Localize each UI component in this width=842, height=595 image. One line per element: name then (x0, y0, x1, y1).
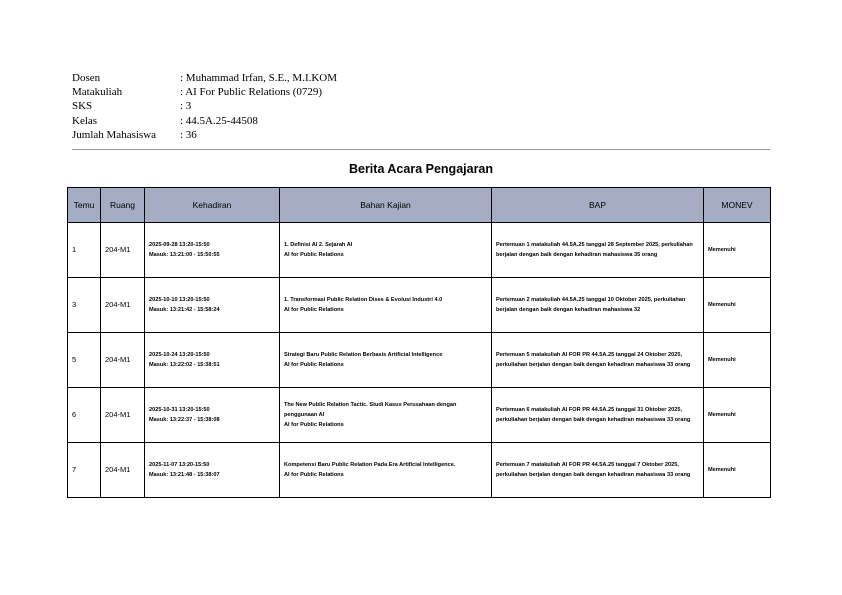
kehadiran-masuk: Masuk: 13:22:02 - 15:38:51 (149, 362, 220, 368)
divider (72, 149, 770, 150)
bahan-topic: The New Public Relation Tactic. Studi Kasus Perusahaan dengan penggunaan AI (284, 402, 457, 418)
cell-monev: Memenuhi (704, 443, 771, 498)
cell-temu: 1 (68, 223, 101, 278)
cell-ruang: 204-M1 (101, 388, 145, 443)
info-value: : Muhammad Irfan, S.E., M.I.KOM (180, 72, 338, 84)
bahan-course: AI for Public Relations (284, 472, 344, 478)
info-value: : AI For Public Relations (0729) (180, 86, 323, 99)
column-header-temu: Temu (68, 188, 101, 223)
cell-bap: Pertemuan 2 matakuliah 44.5A.25 tanggal 10 Oktober 2025, perkuliahan berjalan dengan baik dengan kehadiran mahasiswa 32 (492, 278, 704, 333)
table-header-row (68, 188, 771, 223)
cell-bahan-kajian (280, 443, 492, 498)
table-row (68, 388, 771, 443)
column-header-kehadiran: Kehadiran (145, 188, 280, 223)
cell-bap: Pertemuan 1 matakuliah 44.5A.25 tanggal 28 September 2025, perkuliahan berjalan dengan baik dengan kehadiran mahasiswa 35 orang (492, 223, 704, 278)
table-row (68, 278, 771, 333)
info-row-kelas (72, 114, 337, 128)
bahan-topic: 1. Transformasi Public Relation Dises & Evolusi Industri 4.0 (284, 297, 443, 303)
info-label: Dosen (72, 72, 101, 84)
cell-ruang: 204-M1 (101, 333, 145, 388)
info-label: Matakuliah (72, 86, 123, 99)
info-row-dosen (72, 71, 337, 85)
page-title: Berita Acara Pengajaran (348, 162, 494, 176)
cell-ruang: 204-M1 (101, 278, 145, 333)
kehadiran-masuk: Masuk: 13:21:48 - 15:38:07 (149, 472, 220, 478)
column-header-ruang: Ruang (101, 188, 145, 223)
info-value: : 44.5A.25-44508 (180, 114, 258, 127)
info-value: : 3 (180, 100, 192, 113)
cell-monev: Memenuhi (704, 333, 771, 388)
kehadiran-masuk: Masuk: 13:22:37 - 15:38:08 (149, 417, 220, 423)
cell-bahan-kajian (280, 333, 492, 388)
cell-monev: Memenuhi (704, 278, 771, 333)
kehadiran-schedule: 2025-09-28 13:20-15:50 (149, 242, 210, 248)
bahan-course: AI for Public Relations (284, 362, 344, 368)
kehadiran-schedule: 2025-10-10 13:20-15:50 (149, 297, 210, 303)
info-value: : 36 (180, 128, 197, 141)
bahan-course: AI for Public Relations (284, 307, 344, 313)
cell-temu: 3 (68, 278, 101, 333)
table-row (68, 223, 771, 278)
column-header-monev: MONEV (704, 188, 771, 223)
table-row (68, 333, 771, 388)
kehadiran-schedule: 2025-11-07 13:20-15:50 (149, 462, 210, 468)
cell-bap: Pertemuan 6 matakuliah AI FOR PR 44.5A.25 tanggal 31 Oktober 2025, perkuliahan berjalan dengan baik dengan kehadiran mahasiswa 33 orang (492, 388, 704, 443)
info-label: SKS (72, 100, 93, 113)
column-header-bap: BAP (492, 188, 704, 223)
bahan-topic: Kompetensi Baru Public Relation Pada Era Artificial Intelligence. (284, 462, 456, 468)
cell-bahan-kajian (280, 388, 492, 443)
info-label: Jumlah Mahasiswa (72, 128, 157, 141)
cell-bap: Pertemuan 5 matakuliah AI FOR PR 44.5A.25 tanggal 24 Oktober 2025, perkuliahan berjalan dengan baik dengan kehadiran mahasiswa 33 orang (492, 333, 704, 388)
cell-kehadiran (145, 443, 280, 498)
cell-kehadiran (145, 223, 280, 278)
kehadiran-schedule: 2025-10-24 13:20-15:50 (149, 352, 210, 358)
info-row-sks (72, 99, 337, 113)
kehadiran-masuk: Masuk: 13:21:00 - 15:50:55 (149, 252, 220, 258)
course-info (72, 71, 337, 142)
cell-kehadiran (145, 278, 280, 333)
kehadiran-schedule: 2025-10-31 13:20-15:50 (149, 407, 210, 413)
cell-monev: Memenuhi (704, 223, 771, 278)
cell-temu: 5 (68, 333, 101, 388)
cell-bahan-kajian (280, 278, 492, 333)
cell-kehadiran (145, 388, 280, 443)
cell-bahan-kajian (280, 223, 492, 278)
bahan-topic: Strategi Baru Public Relation Berbasis Artificial Intelligence (284, 352, 443, 358)
cell-kehadiran (145, 333, 280, 388)
info-row-jumlah-mahasiswa (72, 128, 337, 142)
cell-monev: Memenuhi (704, 388, 771, 443)
column-header-bahan-kajian: Bahan Kajian (280, 188, 492, 223)
info-label: Kelas (72, 114, 98, 127)
cell-temu: 6 (68, 388, 101, 443)
kehadiran-masuk: Masuk: 13:21:42 - 15:58:24 (149, 307, 220, 313)
cell-bap: Pertemuan 7 matakuliah AI FOR PR 44.5A.25 tanggal 7 Oktober 2025, perkuliahan berjalan dengan baik dengan kehadiran mahasiswa 33 orang (492, 443, 704, 498)
bahan-course: AI for Public Relations (284, 252, 344, 258)
cell-ruang: 204-M1 (101, 443, 145, 498)
info-row-matakuliah (72, 85, 337, 99)
bahan-topic: 1. Definisi AI 2. Sejarah AI (284, 242, 353, 248)
bap-table (67, 187, 771, 498)
cell-ruang: 204-M1 (101, 223, 145, 278)
table-row (68, 443, 771, 498)
cell-temu: 7 (68, 443, 101, 498)
bahan-course: AI for Public Relations (284, 422, 344, 428)
